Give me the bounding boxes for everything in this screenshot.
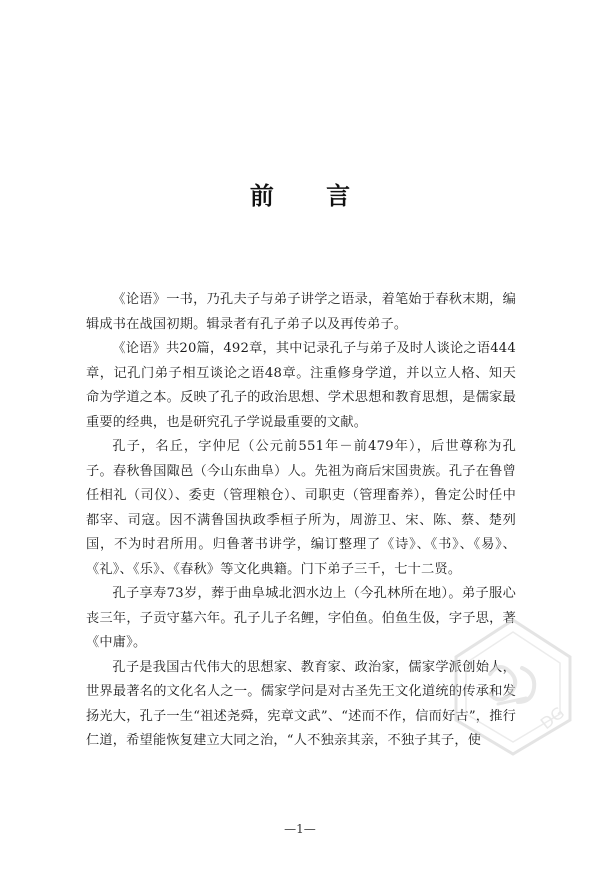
paragraph-2: 《论语》共20篇，492章，其中记录孔子与弟子及时人谈论之语444章，记孔门弟子相互谈论之语48章。注重修身学道，并以立人格、知天命为学道之本。反映了孔子的政治思想、学术思想和教育思想，是儒家最重要的经典，也是研究孔子学说最重要的文献。: [86, 341, 516, 430]
paragraph-3: 孔子，名丘，字仲尼（公元前551年－前479年），后世尊称为孔子。春秋鲁国陬邑（今山东曲阜）人。先祖为商后宋国贵族。孔子在鲁曾任相礼（司仪）、委吏（管理粮仓）、司职吏（管理畜养），鲁定公时任中都宰、司寇。因不满鲁国执政季桓子所为，周游卫、宋、陈、蔡、楚列国，不为时君所用。归鲁著书讲学，编订整理了《诗》、《书》、《易》、《礼》、《乐》、《春秋》等文化典籍。门下弟子三千，七十二贤。: [86, 439, 516, 577]
page-number: —1—: [284, 822, 316, 836]
watermark-text: DG: [536, 702, 568, 734]
paragraph-5: 孔子是我国古代伟大的思想家、教育家、政治家，儒家学派创始人，世界最著名的文化名人之一。儒家学问是对古圣先王文化道统的传承和发扬光大，孔子一生“祖述尧舜，宪章文武”、“述而不作，信而好古”，推行仁道，希望能恢复建立大同之治，“人不独亲其亲，不独子其子，使: [86, 659, 516, 748]
paragraph-1: 《论语》一书，乃孔夫子与弟子讲学之语录，着笔始于春秋末期，编辑成书在战国初期。辑录者有孔子弟子以及再传弟子。: [86, 292, 516, 332]
page-title: 前 言: [249, 182, 373, 210]
paragraph-4: 孔子享寿73岁，葬于曲阜城北泗水边上（今孔林所在地）。弟子服心丧三年，子贡守墓六年。孔子儿子名鲤，字伯鱼。伯鱼生伋，字子思，著《中庸》。: [86, 586, 516, 650]
watermark-seal: [438, 612, 588, 762]
